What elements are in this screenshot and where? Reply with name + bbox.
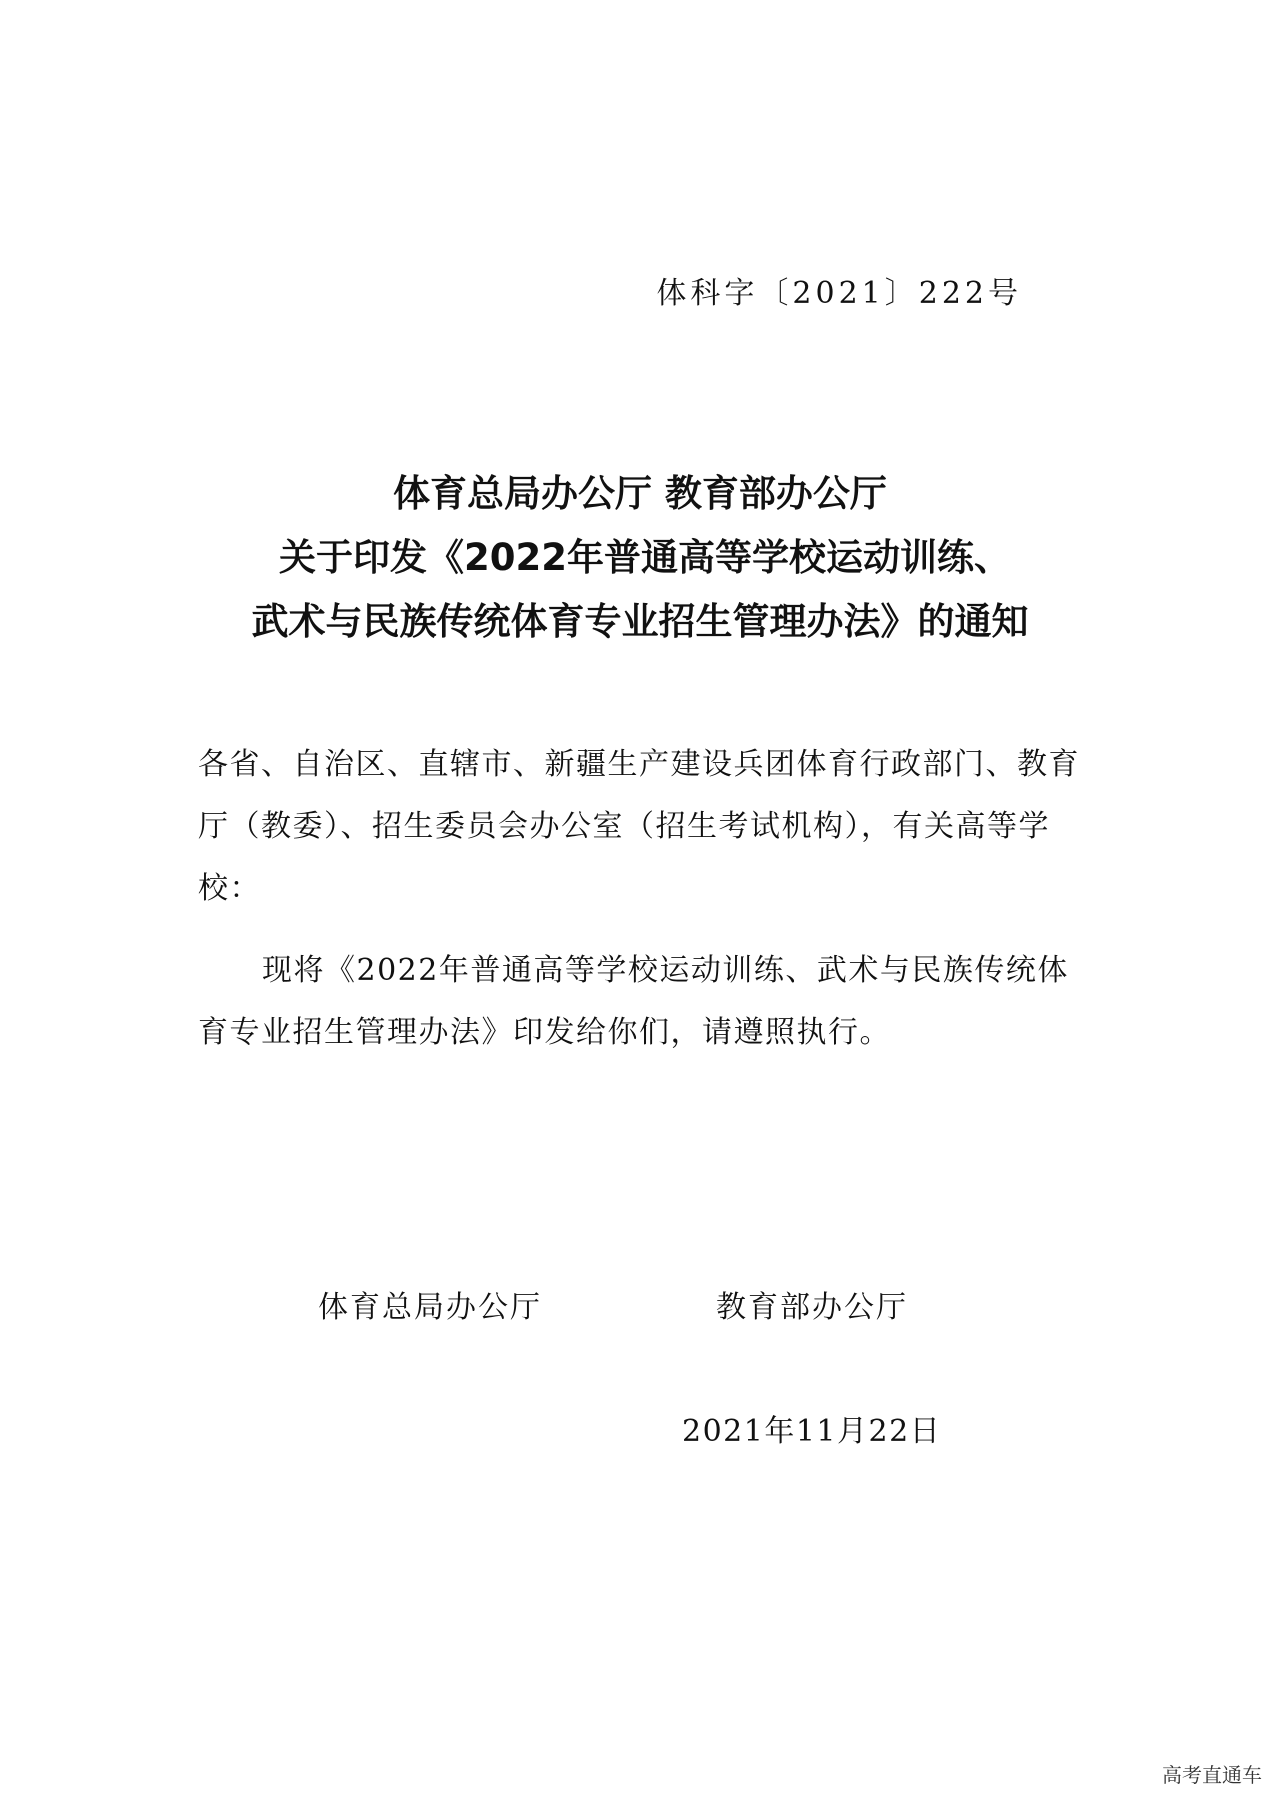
title-line-issuers: 体育总局办公厅 教育部办公厅	[393, 472, 887, 515]
title-line-subject-cont: 武术与民族传统体育专业招生管理办法》的通知	[251, 600, 1029, 643]
title-line-subject: 关于印发《2022年普通高等学校运动训练、	[279, 536, 1011, 579]
addressee: 各省、自治区、直辖市、新疆生产建设兵团体育行政部门、教育厅（教委）、招生委员会办公室（招生考试机构），有关高等学校：	[198, 747, 1080, 906]
watermark-text: 高考直通车	[1162, 1763, 1262, 1787]
issue-date: 2021年11月22日	[682, 1414, 942, 1449]
signature-sports-office: 体育总局办公厅	[318, 1290, 542, 1325]
document-title	[0, 462, 1280, 654]
body-paragraph: 现将《2022年普通高等学校运动训练、武术与民族传统体育专业招生管理办法》印发给你们，请遵照执行。	[198, 953, 1069, 1050]
signature-education-office: 教育部办公厅	[716, 1290, 908, 1325]
document-number: 体科字〔2021〕222号	[656, 276, 1022, 311]
